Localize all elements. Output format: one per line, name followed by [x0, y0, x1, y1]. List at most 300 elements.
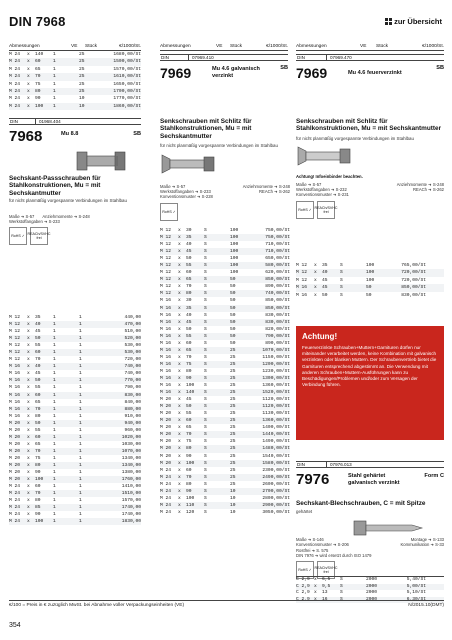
table-cell: M 24	[9, 96, 21, 102]
table-cell: 1	[79, 505, 82, 511]
table-cell: 1540,00/St	[262, 453, 290, 459]
table-cell: 1	[53, 512, 56, 518]
table-cell: 1300,00/St	[262, 375, 290, 381]
article-code: 07969.470	[326, 55, 352, 60]
table-row	[9, 476, 141, 483]
header-dimensions: Abmessungen	[9, 44, 40, 49]
table-cell: S	[204, 383, 207, 389]
table-cell: x	[314, 285, 317, 291]
table-cell: 25	[230, 347, 236, 353]
table-cell: 1020,00	[121, 434, 141, 440]
table-cell: 70	[35, 448, 41, 454]
table-cell: x	[314, 277, 317, 283]
ref-link-material[interactable]: Werkstoffangaben ➜ S-232	[296, 187, 347, 193]
table-cell: 2700,00/St	[262, 488, 290, 494]
table-row	[160, 509, 290, 516]
table-cell: 510,00	[124, 329, 141, 335]
table-row	[9, 511, 141, 518]
header-pieces: Stück	[230, 44, 242, 49]
table-row	[160, 424, 290, 431]
table-cell: M 12	[296, 277, 308, 283]
table-cell: 790,00/St	[265, 333, 290, 339]
table-cell: C 2,9	[296, 596, 310, 602]
table-cell: 1030,00	[121, 441, 141, 447]
table-cell: 1	[53, 350, 56, 356]
col2-top-section	[160, 44, 288, 81]
table-cell: 1520,00/St	[262, 390, 290, 396]
table-cell: S	[204, 228, 207, 233]
table-cell: M 24	[9, 52, 21, 57]
table-cell: 90	[35, 96, 41, 102]
table-cell: x	[27, 399, 30, 405]
table-cell: M 12	[160, 263, 172, 269]
ref-link-dimensions[interactable]: Maße ➜ S-57	[160, 183, 186, 189]
table-row	[9, 469, 141, 476]
table-cell: S	[204, 439, 207, 445]
table-cell: 1	[53, 96, 56, 102]
table-cell: M 16	[160, 326, 172, 332]
table-cell: 25	[230, 383, 236, 389]
table-cell: 50	[186, 326, 192, 332]
din-label: DIN	[297, 55, 305, 60]
table-cell: x	[314, 590, 317, 596]
table-cell: 850,00/St	[265, 298, 290, 304]
table-cell: C 2,9	[296, 577, 310, 582]
table-cell: 40	[35, 322, 41, 328]
table-row	[160, 255, 290, 262]
table-row	[9, 399, 141, 406]
table-cell: 25	[230, 453, 236, 459]
col3-product	[296, 118, 444, 219]
table-row	[9, 328, 141, 335]
table-cell: M 16	[296, 285, 308, 291]
table-cell: x	[178, 277, 181, 283]
table-cell: 765,00/St	[401, 263, 426, 268]
header-price: €/1000/St.	[266, 44, 288, 49]
table-cell: S	[340, 277, 343, 283]
table-cell: x	[178, 375, 181, 381]
warning-text: Feuerverzinkte Schrauben+Muttern+Garnituren dürfen nur miteinander verarbeitet werden, keine Kombination mit galvanisch verzinkten oder blanken Muttern. Der Schraubenvertrieb bietet die Garnituren entsprechend abgestimmt an. Die Verwendung mit anderen Schrauben+Muttern-Ausführungen kann zu Beschädigungen/Problemen und/oder zum Versagen der Verbindung führen.	[302, 345, 437, 388]
din-code-bar	[296, 54, 444, 61]
table-cell: M 24	[9, 491, 21, 497]
table-cell: x	[27, 322, 30, 328]
warning-note: Achtung! Infoeinbinder beachten.	[296, 174, 363, 180]
reach-badge: REACh/SVHC frei	[317, 561, 335, 579]
rohs-badge: RoHS ✓	[160, 203, 178, 221]
table-cell: 1490,00/St	[262, 439, 290, 445]
table-cell: 25	[230, 404, 236, 410]
table-cell: 1	[79, 378, 82, 384]
table-cell: M 24	[160, 488, 172, 494]
table-cell: 55	[35, 343, 41, 349]
table-cell: 100	[35, 519, 44, 525]
ref-link-dimensions[interactable]: Maße ➜ S-57	[296, 181, 322, 187]
ref-link-communication[interactable]: Kommunikation ➜ S-33	[400, 542, 444, 548]
table-cell: x	[27, 89, 30, 95]
table-cell: x	[178, 446, 181, 452]
table-cell: 25	[230, 467, 236, 473]
table-cell: 1	[79, 512, 82, 518]
table-cell: 50	[366, 292, 372, 298]
table-cell: S	[204, 481, 207, 487]
table-cell: S	[204, 242, 207, 248]
table-row	[9, 455, 141, 462]
table-cell: 750,00/St	[265, 235, 290, 241]
table-cell: 1510,00	[121, 491, 141, 497]
table-cell: 1	[53, 406, 56, 412]
table-cell: x	[27, 462, 30, 468]
table-cell: 80	[35, 462, 41, 468]
table-row	[9, 384, 141, 391]
table-cell: M 16	[160, 347, 172, 353]
ref-link-stainless[interactable]: Rostfrei ➜ S. 575	[296, 547, 329, 553]
table-cell: 2000	[366, 590, 378, 596]
col2-product	[160, 118, 290, 221]
table-row	[9, 377, 141, 384]
table-cell: x	[27, 378, 30, 384]
table-cell: 65	[35, 441, 41, 447]
ref-link-torque[interactable]: Anziehmomente ➜ S-248	[42, 213, 90, 219]
header-price: €/1000/St.	[119, 44, 141, 49]
table-cell: 60	[186, 467, 192, 473]
table-cell: M 12	[9, 350, 21, 356]
table-row	[296, 584, 444, 591]
table-cell: 50	[186, 256, 192, 262]
table-cell: x	[27, 512, 30, 518]
table-cell: 5,00/St	[406, 583, 426, 589]
header-pieces: Stück	[376, 44, 388, 49]
ref-link-material[interactable]: Werkstoffangaben ➜ S-233	[160, 189, 211, 195]
footer-note: €/100 = Preis in € zuzüglich MwSt. bei Abnahme voller Verpackungseinheiten (VE)	[9, 603, 185, 608]
table-cell: 1	[53, 448, 56, 454]
table-cell: 100	[230, 270, 239, 276]
table-cell: x	[314, 583, 317, 589]
sb-tag: SB	[280, 65, 288, 71]
table-cell: M 16	[9, 399, 21, 405]
table-cell: 50	[230, 284, 236, 290]
table-row	[9, 335, 141, 342]
table-cell: 1	[53, 470, 56, 476]
page-title: DIN 7968	[9, 14, 66, 29]
table-cell: M 12	[9, 315, 21, 320]
table-row	[160, 502, 290, 509]
table-cell: 90	[186, 375, 192, 381]
ref-link-reach[interactable]: REACh ➜ S-262	[259, 189, 290, 195]
table-row	[9, 95, 141, 102]
ref-link-convention[interactable]: Konventionsmuster ➜ S-228	[160, 194, 213, 200]
ref-link-convention[interactable]: Konventionsmuster ➜ S-206	[296, 542, 349, 548]
table-cell: 1	[79, 406, 82, 412]
table-cell: M 24	[9, 103, 21, 109]
table-cell: x	[27, 392, 30, 398]
table-cell: 1	[53, 103, 56, 109]
table-cell: 720,00/St	[401, 270, 426, 276]
table-cell: x	[178, 263, 181, 269]
table-cell: M 12	[160, 228, 172, 233]
table-cell: x	[178, 474, 181, 480]
table-cell: x	[27, 343, 30, 349]
din-code-bar	[296, 461, 444, 468]
table-cell: 25	[230, 481, 236, 487]
table-cell: S	[204, 488, 207, 494]
reach-badge: REACh/SVHC frei	[30, 227, 48, 245]
table-row	[160, 488, 290, 495]
table-header	[296, 44, 444, 51]
table-cell: 60	[35, 392, 41, 398]
table-cell: 100	[186, 495, 195, 501]
table-cell: M 20	[9, 455, 21, 461]
table-row	[160, 382, 290, 389]
table-cell: 90	[186, 488, 192, 494]
table-row	[160, 445, 290, 452]
table-cell: 1440,00/St	[262, 432, 290, 438]
ref-link-reach[interactable]: REACh ➜ S-262	[413, 187, 444, 193]
table-row	[160, 333, 290, 340]
table-cell: x	[178, 390, 181, 396]
table-cell: 25	[230, 446, 236, 452]
table-row	[296, 262, 444, 269]
table-cell: M 24	[9, 74, 21, 80]
table-row	[9, 483, 141, 490]
table-cell: 2000	[366, 596, 378, 602]
table-cell: x	[178, 467, 181, 473]
table-cell: x	[178, 361, 181, 367]
table-cell: x	[27, 413, 30, 419]
table-cell: 25	[230, 375, 236, 381]
table-row	[160, 312, 290, 319]
table-row	[9, 504, 141, 511]
product-heading: Sechskant-Blechschrauben, C = mit Spitze	[296, 500, 426, 507]
table-cell: M 20	[160, 432, 172, 438]
table-cell: M 20	[9, 462, 21, 468]
table-row	[296, 284, 444, 291]
table-cell: 1	[79, 371, 82, 377]
table-cell: 850,00/St	[265, 305, 290, 311]
table-row	[160, 396, 290, 403]
table-cell: x	[178, 291, 181, 297]
table-cell: 65	[186, 425, 192, 431]
table-cell: 1	[79, 399, 82, 405]
header-price: €/1000/St.	[422, 44, 444, 49]
table-cell: 1	[53, 427, 56, 433]
table-cell: 1	[79, 519, 82, 525]
table-cell: M 16	[160, 383, 172, 389]
table-cell: 140	[186, 390, 195, 396]
table-cell: 1130,00/St	[262, 411, 290, 417]
table-cell: S	[204, 495, 207, 501]
table-cell: C 2,9	[296, 583, 310, 589]
product-material: Mu 8.8	[61, 131, 79, 137]
table-cell: S	[204, 277, 207, 283]
table-cell: 100	[35, 477, 44, 483]
header-ve: VE	[360, 44, 367, 49]
table-cell: 1	[53, 505, 56, 511]
table-row	[160, 495, 290, 502]
header-pieces: Stück	[85, 44, 97, 49]
table-cell: 100	[366, 277, 375, 283]
table-cell: 50	[230, 291, 236, 297]
table-cell: S	[204, 326, 207, 332]
table-cell: 1	[79, 484, 82, 490]
table-row	[160, 248, 290, 255]
table-cell: x	[178, 242, 181, 248]
table-cell: 25	[79, 81, 85, 87]
table-cell: S	[204, 432, 207, 438]
ref-link-material[interactable]: Werkstoffangaben ➜ S-233	[9, 219, 60, 225]
table-cell: x	[178, 439, 181, 445]
table-cell: M 20	[9, 441, 21, 447]
din-label: DIN	[161, 55, 169, 60]
product-material: Mu 4.6 galvanisch verzinkt	[212, 66, 260, 79]
table-cell: 25	[79, 89, 85, 95]
table-cell: x	[314, 263, 317, 268]
table-cell: 2490,00/St	[262, 474, 290, 480]
table-cell: 50	[230, 319, 236, 325]
table-cell: M 16	[160, 340, 172, 346]
overview-link-label: zur Übersicht	[394, 17, 442, 26]
table-cell: 70	[186, 284, 192, 290]
table-cell: 45	[322, 277, 328, 283]
table-cell: M 24	[9, 498, 21, 504]
table-cell: 55	[186, 411, 192, 417]
table-row	[9, 81, 141, 88]
table-cell: 740,00	[124, 371, 141, 377]
table-cell: 1	[79, 462, 82, 468]
table-cell: x	[178, 488, 181, 494]
table-cell: S	[204, 467, 207, 473]
table-cell: 1070,00/St	[262, 347, 290, 353]
table-cell: x	[178, 305, 181, 311]
table-cell: 2000	[366, 583, 378, 589]
table-cell: 25	[230, 354, 236, 360]
table-cell: S	[204, 474, 207, 480]
table-cell: x	[178, 326, 181, 332]
table-cell: 70	[35, 357, 41, 363]
table-cell: 80	[35, 413, 41, 419]
table-cell: 25	[79, 74, 85, 80]
table-row	[296, 277, 444, 284]
table-cell: x	[178, 298, 181, 304]
table-cell: S	[204, 284, 207, 290]
table-cell: S	[340, 270, 343, 276]
table-cell: x	[27, 448, 30, 454]
table-cell: 75	[35, 81, 41, 87]
ref-link-replacement[interactable]: DIN 7976 ➜ wird ersetzt durch ISO 1479	[296, 553, 372, 559]
table-cell: S	[204, 368, 207, 374]
table-cell: S	[204, 263, 207, 269]
table-cell: 1	[53, 336, 56, 342]
table-cell: S	[204, 390, 207, 396]
table-cell: 750,00/St	[265, 228, 290, 233]
table-cell: x	[27, 484, 30, 490]
din-label: DIN	[10, 119, 18, 124]
table-cell: 45	[35, 371, 41, 377]
col1-top-table	[9, 51, 141, 110]
col1-price-table	[9, 314, 141, 525]
table-cell: 850,00/St	[401, 285, 426, 291]
table-cell: 1	[53, 81, 56, 87]
table-cell: 1770,00/St	[113, 96, 141, 102]
table-cell: M 20	[9, 470, 21, 476]
table-cell: 1070,00	[121, 448, 141, 454]
ref-link-torque[interactable]: Anziehmomente ➜ S-248	[242, 183, 290, 189]
reach-badge: REACh/SVHC frei	[317, 201, 335, 219]
form-tag: Form C	[424, 473, 444, 479]
table-cell: 1	[79, 491, 82, 497]
sb-tag: SB	[133, 131, 141, 137]
table-cell: 50	[230, 312, 236, 318]
table-cell: 40	[322, 270, 328, 276]
table-cell: 2300,00/St	[262, 467, 290, 473]
table-cell: M 20	[9, 420, 21, 426]
table-cell: S	[340, 285, 343, 291]
table-cell: 1	[79, 498, 82, 504]
table-row	[160, 234, 290, 241]
table-cell: M 16	[9, 406, 21, 412]
table-cell: 770,00	[124, 378, 141, 384]
overview-link[interactable]	[385, 17, 442, 26]
table-cell: 10	[79, 103, 85, 109]
table-cell: 1340,00	[121, 455, 141, 461]
article-code: 01968.404	[35, 119, 61, 124]
table-cell: 25	[230, 411, 236, 417]
table-row	[296, 292, 444, 299]
table-row	[9, 321, 141, 328]
table-cell: M 12	[160, 256, 172, 262]
table-cell: x	[178, 249, 181, 255]
table-cell: x	[178, 509, 181, 515]
table-cell: 880,00	[124, 406, 141, 412]
table-row	[160, 368, 290, 375]
table-cell: 1480,00/St	[262, 446, 290, 452]
table-row	[160, 453, 290, 460]
table-cell: x	[27, 434, 30, 440]
table-cell: 960,00	[124, 427, 141, 433]
table-cell: 40	[186, 242, 192, 248]
table-cell: 1	[53, 364, 56, 370]
table-cell: x	[27, 406, 30, 412]
table-cell: M 24	[160, 509, 172, 515]
table-cell: 80	[186, 481, 192, 487]
ref-link-convention[interactable]: Konventionsmuster ➜ S-231	[296, 192, 349, 198]
table-cell: 70	[35, 491, 41, 497]
table-row	[9, 103, 141, 110]
table-cell: M 20	[160, 453, 172, 459]
table-row	[160, 354, 290, 361]
table-row	[160, 297, 290, 304]
product-heading: Sechskant-Passschrauben für Stahlkonstruktionen, Mu = mit Sechskantmutter	[9, 175, 101, 197]
table-cell: 50	[230, 298, 236, 304]
table-cell: M 20	[9, 427, 21, 433]
table-cell: 1380,00	[121, 470, 141, 476]
countersunk-bolt-illustration	[296, 145, 366, 167]
table-row	[160, 227, 290, 234]
table-cell: M 24	[9, 484, 21, 490]
ref-link-dimensions[interactable]: Maße ➜ S-57	[9, 213, 35, 219]
table-cell: 85	[35, 505, 41, 511]
table-cell: 1230,00/St	[262, 368, 290, 374]
table-cell: 70	[35, 406, 41, 412]
table-row	[160, 347, 290, 354]
table-cell: 1	[79, 364, 82, 370]
footer-code: N/2015.10(DMT)	[408, 603, 444, 608]
ref-link-dimensions[interactable]: Maße ➜ S-146	[296, 536, 324, 542]
col2-price-table	[160, 227, 290, 516]
ref-link-torque[interactable]: Anziehmomente ➜ S-248	[396, 181, 444, 187]
table-cell: 140	[35, 52, 44, 57]
table-cell: 440,00	[124, 315, 141, 320]
ref-link-assembly[interactable]: Montage ➜ S-133	[410, 536, 444, 542]
